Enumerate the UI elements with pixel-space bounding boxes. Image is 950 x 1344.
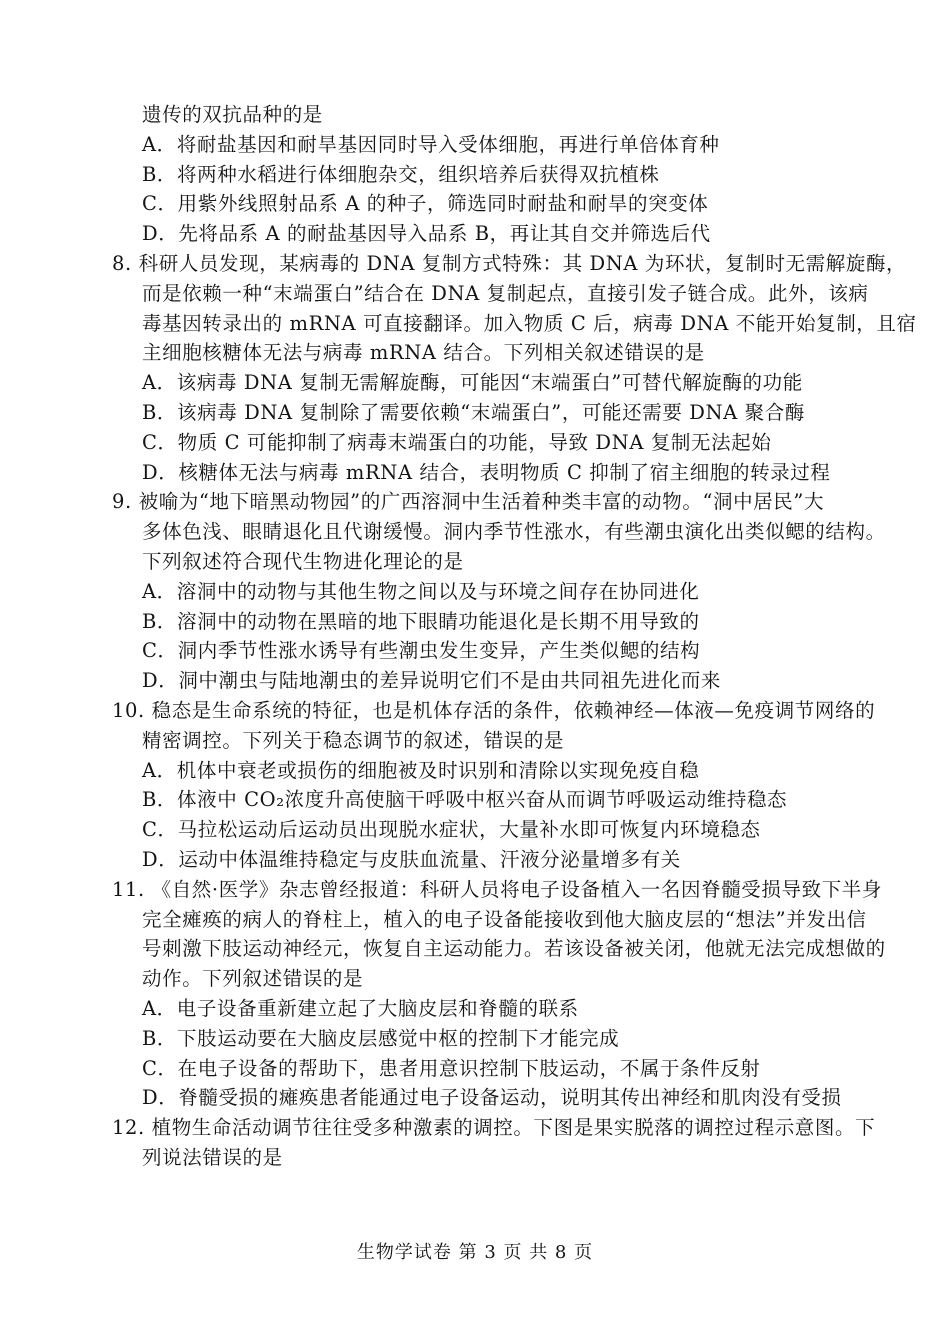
q9-option-b: B．溶洞中的动物在黑暗的地下眼睛功能退化是长期不用导致的 [142, 609, 700, 633]
q11-stem-line-4: 动作。下列叙述错误的是 [142, 967, 364, 991]
q10-option-d: D．运动中体温维持稳定与皮肤血流量、汗液分泌量增多有关 [142, 847, 681, 871]
q11-option-a: A．电子设备重新建立起了大脑皮层和脊髓的联系 [142, 996, 579, 1020]
q7-option-b: B．将两种水稻进行体细胞杂交，组织培养后获得双抗植株 [142, 162, 660, 186]
q7-stem-tail: 遗传的双抗品种的是 [142, 103, 323, 126]
q11-stem-line-2: 完全瘫痪的病人的脊柱上，植入的电子设备能接收到他大脑皮层的“想法”并发出信 [142, 907, 867, 931]
q9-stem-line-2: 多体色浅、眼睛退化且代谢缓慢。洞内季节性涨水，有些潮虫演化出类似鳃的结构。 [142, 520, 886, 544]
q7-option-a: A．将耐盐基因和耐旱基因同时导入受体细胞，再进行单倍体育种 [142, 132, 720, 156]
q9-option-d: D．洞中潮虫与陆地潮虫的差异说明它们不是由共同祖先进化而来 [142, 669, 722, 693]
page-footer: 生物学试卷 第 3 页 共 8 页 [356, 1242, 594, 1263]
page-content [112, 100, 917, 1173]
q9-stem-line-1: 9. 被喻为“地下暗黑动物园”的广西溶洞中生活着种类丰富的动物。“洞中居民”大 [112, 490, 825, 514]
q8-option-d: D．核糖体无法与病毒 mRNA 结合，表明物质 C 抑制了宿主细胞的转录过程 [142, 460, 831, 484]
q7-option-d: D．先将品系 A 的耐盐基因导入品系 B，再让其自交并筛选后代 [142, 222, 711, 246]
q11-option-c: C．在电子设备的帮助下，患者用意识控制下肢运动，不属于条件反射 [142, 1056, 761, 1080]
q10-stem-line-1: 10. 稳态是生命系统的特征，也是机体存活的条件，依赖神经—体液—免疫调节网络的 [112, 698, 876, 722]
q8-stem-line-3: 毒基因转录出的 mRNA 可直接翻译。加入物质 C 后，病毒 DNA 不能开始复制，且宿 [142, 311, 917, 335]
q8-stem-line-2: 而是依赖一种“末端蛋白”结合在 DNA 复制起点，直接引发子链合成。此外，该病 [142, 281, 869, 305]
q11-stem-line-3: 号刺激下肢运动神经元，恢复自主运动能力。若该设备被关闭，他就无法完成想做的 [142, 937, 886, 961]
q10-stem-line-2: 精密调控。下列关于稳态调节的叙述，错误的是 [142, 728, 565, 752]
q8-stem-line-1: 8. 科研人员发现，某病毒的 DNA 复制方式特殊：其 DNA 为环状，复制时无需解旋酶， [112, 251, 907, 275]
q11-stem-line-1: 11. 《自然·医学》杂志曾经报道：科研人员将电子设备植入一名因脊髓受损导致下半身 [112, 877, 883, 901]
q9-stem-line-3: 下列叙述符合现代生物进化理论的是 [142, 549, 464, 573]
q9-option-a: A．溶洞中的动物与其他生物之间以及与环境之间存在协同进化 [142, 579, 700, 603]
q12-stem-line-1: 12. 植物生命活动调节往往受多种激素的调控。下图是果实脱落的调控过程示意图。下 [112, 1116, 876, 1140]
q8-option-b: B．该病毒 DNA 复制除了需要依赖“末端蛋白”，可能还需要 DNA 聚合酶 [142, 400, 805, 424]
q8-option-c: C．物质 C 可能抑制了病毒末端蛋白的功能，导致 DNA 复制无法起始 [142, 430, 772, 454]
q9-option-c: C．洞内季节性涨水诱导有些潮虫发生变异，产生类似鳃的结构 [142, 639, 701, 663]
q11-option-b: B．下肢运动要在大脑皮层感觉中枢的控制下才能完成 [142, 1026, 620, 1050]
q8-option-a: A．该病毒 DNA 复制无需解旋酶，可能因“末端蛋白”可替代解旋酶的功能 [142, 371, 803, 395]
q8-stem-line-4: 主细胞核糖体无法与病毒 mRNA 结合。下列相关叙述错误的是 [142, 341, 705, 365]
q10-option-c: C．马拉松运动后运动员出现脱水症状，大量补水即可恢复内环境稳态 [142, 818, 761, 842]
q7-option-c: C．用紫外线照射品系 A 的种子，筛选同时耐盐和耐旱的突变体 [142, 192, 709, 216]
q10-option-b: B．体液中 CO₂浓度升高使脑干呼吸中枢兴奋从而调节呼吸运动维持稳态 [142, 788, 788, 812]
q11-option-d: D．脊髓受损的瘫痪患者能通过电子设备运动，说明其传出神经和肌肉没有受损 [142, 1086, 842, 1110]
q12-stem-line-2: 列说法错误的是 [142, 1145, 283, 1169]
q10-option-a: A．机体中衰老或损伤的细胞被及时识别和清除以实现免疫自稳 [142, 758, 700, 782]
